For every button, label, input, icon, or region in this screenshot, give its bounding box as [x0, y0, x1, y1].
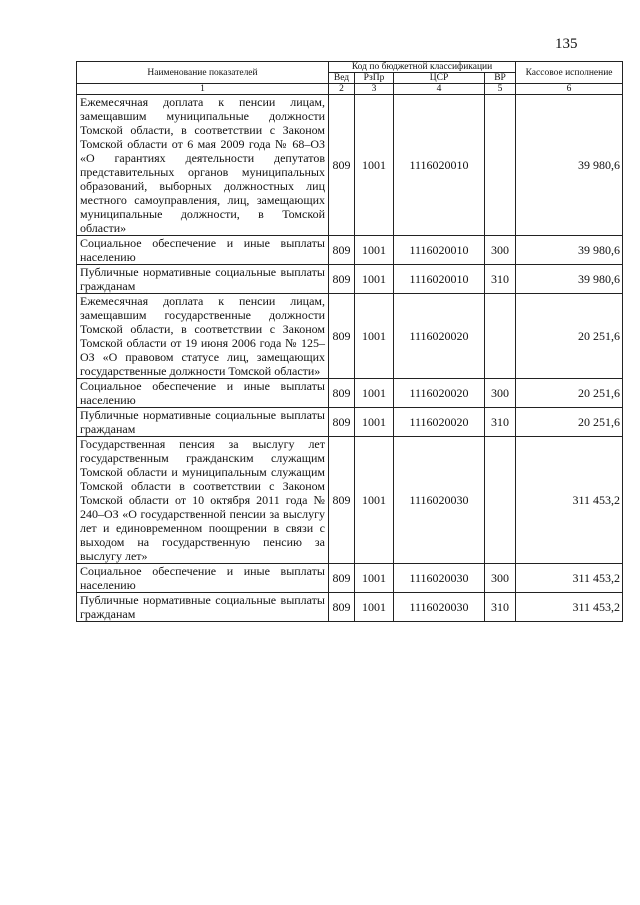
- row-csr: 1116020020: [394, 294, 485, 379]
- column-number: 3: [355, 84, 394, 95]
- row-rzpr: 1001: [355, 593, 394, 622]
- table-row: [77, 236, 623, 265]
- row-name: Ежемесячная доплата к пенсии лицам, замещавшим муниципальные должности Томской области, в соответствии с Законом Томской области от 6 мая 2009 года № 68–ОЗ «О гарантиях деятельности депутатов представительных органов муниципальных образований, выборных должностных лиц местного самоуправления, лиц, замещающих муниципальные должности, в Томской области»: [77, 95, 329, 236]
- row-vr: 310: [485, 593, 516, 622]
- header-budget-classification: Код по бюджетной классификации: [329, 62, 516, 73]
- column-number-row: [77, 84, 623, 95]
- header-vr: ВР: [485, 73, 516, 84]
- row-ved: 809: [329, 95, 355, 236]
- row-vr: [485, 95, 516, 236]
- row-vr: 300: [485, 564, 516, 593]
- row-ved: 809: [329, 294, 355, 379]
- table-row: [77, 379, 623, 408]
- row-amount: 311 453,2: [516, 564, 623, 593]
- row-vr: 300: [485, 379, 516, 408]
- row-ved: 809: [329, 437, 355, 564]
- row-vr: 310: [485, 408, 516, 437]
- row-name: Публичные нормативные социальные выплаты гражданам: [77, 408, 329, 437]
- row-rzpr: 1001: [355, 564, 394, 593]
- row-vr: 310: [485, 265, 516, 294]
- row-amount: 20 251,6: [516, 408, 623, 437]
- row-amount: 39 980,6: [516, 95, 623, 236]
- row-csr: 1116020030: [394, 564, 485, 593]
- row-ved: 809: [329, 379, 355, 408]
- column-number: 2: [329, 84, 355, 95]
- budget-execution-table: [76, 61, 623, 622]
- column-number: 1: [77, 84, 329, 95]
- table-row: [77, 408, 623, 437]
- row-rzpr: 1001: [355, 437, 394, 564]
- table-row: [77, 95, 623, 236]
- row-csr: 1116020010: [394, 236, 485, 265]
- row-amount: 20 251,6: [516, 379, 623, 408]
- row-rzpr: 1001: [355, 294, 394, 379]
- row-csr: 1116020030: [394, 593, 485, 622]
- row-csr: 1116020010: [394, 95, 485, 236]
- row-rzpr: 1001: [355, 265, 394, 294]
- header-ved: Вед: [329, 73, 355, 84]
- column-number: 6: [516, 84, 623, 95]
- table-row: [77, 593, 623, 622]
- row-ved: 809: [329, 408, 355, 437]
- row-ved: 809: [329, 236, 355, 265]
- row-ved: 809: [329, 564, 355, 593]
- table-row: [77, 265, 623, 294]
- column-number: 5: [485, 84, 516, 95]
- table-row: [77, 437, 623, 564]
- header-cash-execution: Кассовое исполнение: [516, 62, 623, 84]
- row-rzpr: 1001: [355, 95, 394, 236]
- row-name: Публичные нормативные социальные выплаты гражданам: [77, 593, 329, 622]
- row-vr: [485, 294, 516, 379]
- row-amount: 39 980,6: [516, 265, 623, 294]
- row-rzpr: 1001: [355, 236, 394, 265]
- row-amount: 311 453,2: [516, 593, 623, 622]
- row-rzpr: 1001: [355, 379, 394, 408]
- row-name: Ежемесячная доплата к пенсии лицам, замещавшим государственные должности Томской области, в соответствии с Законом Томской области от 19 июня 2006 года № 125–ОЗ «О правовом статусе лиц, замещающих государственные должности Томской области»: [77, 294, 329, 379]
- row-csr: 1116020010: [394, 265, 485, 294]
- row-name: Государственная пенсия за выслугу лет государственным гражданским служащим Томской области и муниципальным служащим Томской области в соответствии с Законом Томской области от 10 октября 2011 года № 240–ОЗ «О государственной пенсии за выслугу лет и единовременном поощрении в связи с выходом на государственную пенсию за выслугу лет»: [77, 437, 329, 564]
- header-rzpr: РзПр: [355, 73, 394, 84]
- row-name: Социальное обеспечение и иные выплаты населению: [77, 379, 329, 408]
- row-amount: 39 980,6: [516, 236, 623, 265]
- table-row: [77, 294, 623, 379]
- row-vr: [485, 437, 516, 564]
- row-name: Социальное обеспечение и иные выплаты населению: [77, 236, 329, 265]
- row-ved: 809: [329, 593, 355, 622]
- header-csr: ЦСР: [394, 73, 485, 84]
- row-ved: 809: [329, 265, 355, 294]
- row-amount: 20 251,6: [516, 294, 623, 379]
- header-name-column: Наименование показателей: [77, 62, 329, 84]
- row-name: Социальное обеспечение и иные выплаты населению: [77, 564, 329, 593]
- column-number: 4: [394, 84, 485, 95]
- page-number: 135: [555, 36, 578, 52]
- row-csr: 1116020030: [394, 437, 485, 564]
- row-rzpr: 1001: [355, 408, 394, 437]
- row-vr: 300: [485, 236, 516, 265]
- row-csr: 1116020020: [394, 379, 485, 408]
- row-amount: 311 453,2: [516, 437, 623, 564]
- row-name: Публичные нормативные социальные выплаты гражданам: [77, 265, 329, 294]
- row-csr: 1116020020: [394, 408, 485, 437]
- table-row: [77, 564, 623, 593]
